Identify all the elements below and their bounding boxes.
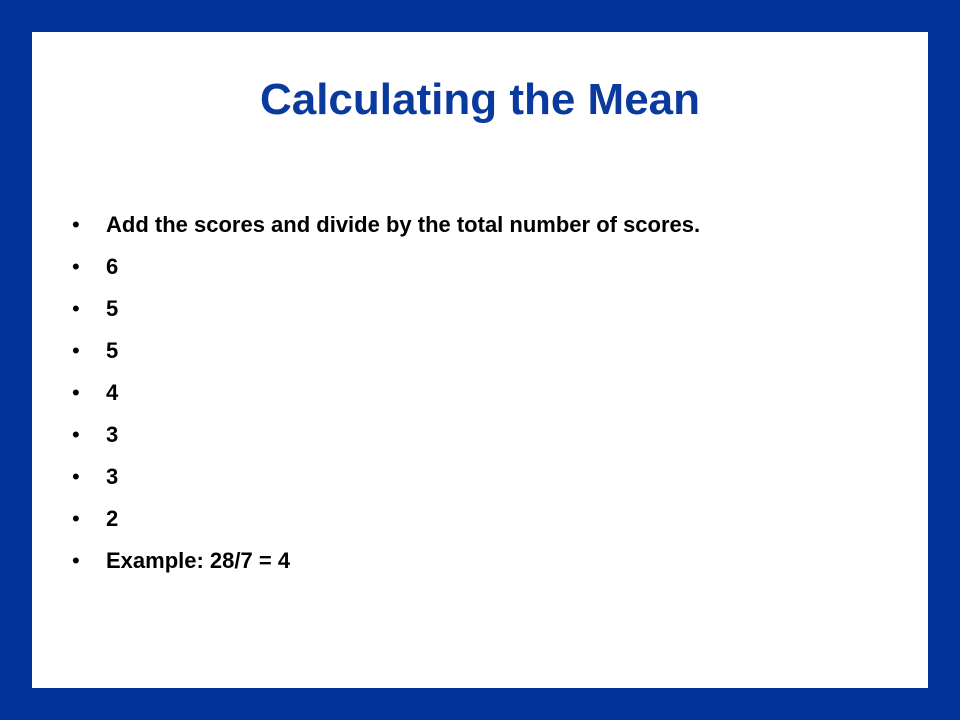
bullet-item-example — [72, 546, 872, 576]
bullet-text: 4 — [106, 380, 119, 405]
bullet-item-score — [72, 378, 872, 408]
bullet-item-score — [72, 504, 872, 534]
bullet-icon: • — [72, 296, 80, 321]
bullet-text: 6 — [106, 254, 119, 279]
bullet-text: 2 — [106, 506, 119, 531]
bullet-text: Example: 28/7 = 4 — [106, 548, 291, 573]
bullet-item-score — [72, 462, 872, 492]
bullet-item-score — [72, 336, 872, 366]
bullet-icon: • — [72, 548, 80, 573]
bullet-item-score — [72, 420, 872, 450]
bullet-text: 3 — [106, 464, 119, 489]
bullet-icon: • — [72, 506, 80, 531]
bullet-item-instruction — [72, 210, 872, 240]
bullet-icon: • — [72, 338, 80, 363]
bullet-item-score — [72, 294, 872, 324]
bullet-text: Add the scores and divide by the total number of scores. — [106, 212, 701, 237]
bullet-icon: • — [72, 254, 80, 279]
slide-title: Calculating the Mean — [259, 75, 701, 124]
bullet-icon: • — [72, 464, 80, 489]
bullet-icon: • — [72, 422, 80, 447]
bullet-text: 3 — [106, 422, 119, 447]
bullet-icon: • — [72, 380, 80, 405]
bullet-text: 5 — [106, 338, 119, 363]
bullet-list — [72, 210, 872, 588]
bullet-item-score — [72, 252, 872, 282]
bullet-icon: • — [72, 212, 80, 237]
bullet-text: 5 — [106, 296, 119, 321]
